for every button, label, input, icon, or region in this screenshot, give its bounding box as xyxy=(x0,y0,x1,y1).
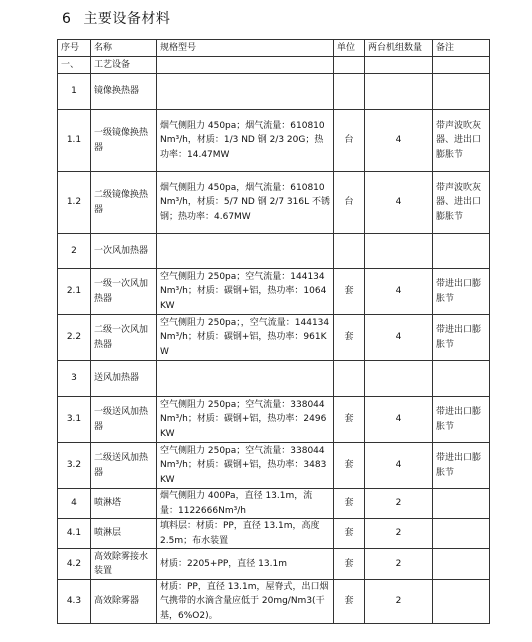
row-note: 带进出口膨胀节 xyxy=(433,443,490,489)
header-unit: 单位 xyxy=(334,40,365,57)
row-no: 4 xyxy=(58,489,91,519)
row-no: 4.1 xyxy=(58,519,91,549)
row-spec: 烟气侧阻力 450pa，烟气流量：610810Nm³/h，材质：5/7 ND 钢 2/7 316L 不锈钢；热功率：4.67MW xyxy=(157,172,334,234)
table-row xyxy=(58,443,490,489)
row-spec: 空气侧阻力 250pa；空气流量：338044Nm³/h；材质：碳钢+铝，热功率：2496KW xyxy=(157,397,334,443)
row-no: 一、 xyxy=(58,57,91,74)
row-unit xyxy=(334,234,365,269)
row-no: 3.2 xyxy=(58,443,91,489)
header-spec: 规格型号 xyxy=(157,40,334,57)
table-row xyxy=(58,74,490,110)
row-unit: 套 xyxy=(334,397,365,443)
header-note: 备注 xyxy=(433,40,490,57)
row-unit: 套 xyxy=(334,443,365,489)
row-note xyxy=(433,234,490,269)
row-qty: 2 xyxy=(365,580,433,624)
row-unit: 台 xyxy=(334,110,365,172)
row-unit: 套 xyxy=(334,549,365,580)
row-note xyxy=(433,74,490,110)
row-qty xyxy=(365,74,433,110)
row-name: 高效除雾接水装置 xyxy=(91,549,157,580)
table-row xyxy=(58,580,490,624)
row-name: 喷淋塔 xyxy=(91,489,157,519)
row-name: 送风加热器 xyxy=(91,361,157,397)
row-unit xyxy=(334,57,365,74)
table-row xyxy=(58,397,490,443)
table-row xyxy=(58,269,490,315)
header-row xyxy=(58,40,490,57)
header-name: 名称 xyxy=(91,40,157,57)
section-title: 主要设备材料 xyxy=(83,11,171,27)
row-unit: 套 xyxy=(334,489,365,519)
row-spec: 烟气侧阻力 450pa；烟气流量：610810Nm³/h，材质：1/3 ND 钢 2/3 20G；热功率：14.47MW xyxy=(157,110,334,172)
equipment-table xyxy=(57,39,490,624)
section-heading xyxy=(62,8,170,28)
row-name: 二级镜像换热器 xyxy=(91,172,157,234)
row-note xyxy=(433,580,490,624)
row-note: 带进出口膨胀节 xyxy=(433,397,490,443)
row-name: 镜像换热器 xyxy=(91,74,157,110)
section-number: 6 xyxy=(62,11,72,27)
row-note xyxy=(433,519,490,549)
row-note: 带进出口膨胀节 xyxy=(433,315,490,361)
row-name: 一级镜像换热器 xyxy=(91,110,157,172)
row-spec: 烟气侧阻力 400Pa，直径 13.1m，流量：1122666Nm³/h xyxy=(157,489,334,519)
table-row xyxy=(58,234,490,269)
row-unit: 套 xyxy=(334,315,365,361)
row-qty: 2 xyxy=(365,489,433,519)
row-spec: 填料层：材质：PP，直径 13.1m，高度 2.5m；布水装置 xyxy=(157,519,334,549)
row-spec: 空气侧阻力 250pa；空气流量：144134Nm³/h；材质：碳钢+铝，热功率：1064KW xyxy=(157,269,334,315)
row-no: 2.1 xyxy=(58,269,91,315)
row-no: 1 xyxy=(58,74,91,110)
row-no: 3.1 xyxy=(58,397,91,443)
row-qty: 2 xyxy=(365,549,433,580)
row-qty: 4 xyxy=(365,269,433,315)
row-no: 2 xyxy=(58,234,91,269)
row-name: 喷淋层 xyxy=(91,519,157,549)
table-row xyxy=(58,57,490,74)
row-qty: 4 xyxy=(365,397,433,443)
row-spec: 材质：2205+PP，直径 13.1m xyxy=(157,549,334,580)
row-qty: 4 xyxy=(365,110,433,172)
row-unit: 套 xyxy=(334,269,365,315)
row-spec: 材质：PP，直径 13.1m，屋脊式，出口烟气携带的水滴含量应低于 20mg/Nm3(干基，6%O2)。 xyxy=(157,580,334,624)
row-qty: 2 xyxy=(365,519,433,549)
header-no: 序号 xyxy=(58,40,91,57)
table-row xyxy=(58,519,490,549)
row-name: 高效除雾器 xyxy=(91,580,157,624)
table-row xyxy=(58,549,490,580)
row-no: 4.2 xyxy=(58,549,91,580)
table-row xyxy=(58,110,490,172)
row-spec xyxy=(157,361,334,397)
row-name: 一级送风加热器 xyxy=(91,397,157,443)
row-unit xyxy=(334,361,365,397)
row-name: 一次风加热器 xyxy=(91,234,157,269)
header-qty: 两台机组数量 xyxy=(365,40,433,57)
table-row xyxy=(58,172,490,234)
row-name: 工艺设备 xyxy=(91,57,157,74)
row-note: 带声波吹灰器、进出口膨胀节 xyxy=(433,172,490,234)
row-no: 4.3 xyxy=(58,580,91,624)
table-row xyxy=(58,489,490,519)
row-note xyxy=(433,361,490,397)
row-qty xyxy=(365,361,433,397)
row-note xyxy=(433,549,490,580)
row-note xyxy=(433,489,490,519)
row-note: 带进出口膨胀节 xyxy=(433,269,490,315)
row-unit: 套 xyxy=(334,580,365,624)
row-no: 1.2 xyxy=(58,172,91,234)
row-unit xyxy=(334,74,365,110)
row-name: 一级一次风加热器 xyxy=(91,269,157,315)
row-spec: 空气侧阻力 250pa；，空气流量：144134Nm³/h；材质：碳钢+铝，热功率：961KW xyxy=(157,315,334,361)
row-spec xyxy=(157,74,334,110)
row-note: 带声波吹灰器、进出口膨胀节 xyxy=(433,110,490,172)
row-no: 3 xyxy=(58,361,91,397)
row-name: 二级一次风加热器 xyxy=(91,315,157,361)
row-unit: 台 xyxy=(334,172,365,234)
row-qty xyxy=(365,57,433,74)
row-qty: 4 xyxy=(365,172,433,234)
row-spec xyxy=(157,234,334,269)
row-spec xyxy=(157,57,334,74)
row-unit: 套 xyxy=(334,519,365,549)
row-no: 2.2 xyxy=(58,315,91,361)
row-qty: 4 xyxy=(365,443,433,489)
row-spec: 空气侧阻力 250pa；空气流量：338044Nm³/h；材质：碳钢+铝，热功率：3483KW xyxy=(157,443,334,489)
table-row xyxy=(58,361,490,397)
row-note xyxy=(433,57,490,74)
row-no: 1.1 xyxy=(58,110,91,172)
row-qty xyxy=(365,234,433,269)
row-qty: 4 xyxy=(365,315,433,361)
row-name: 二级送风加热器 xyxy=(91,443,157,489)
table-row xyxy=(58,315,490,361)
